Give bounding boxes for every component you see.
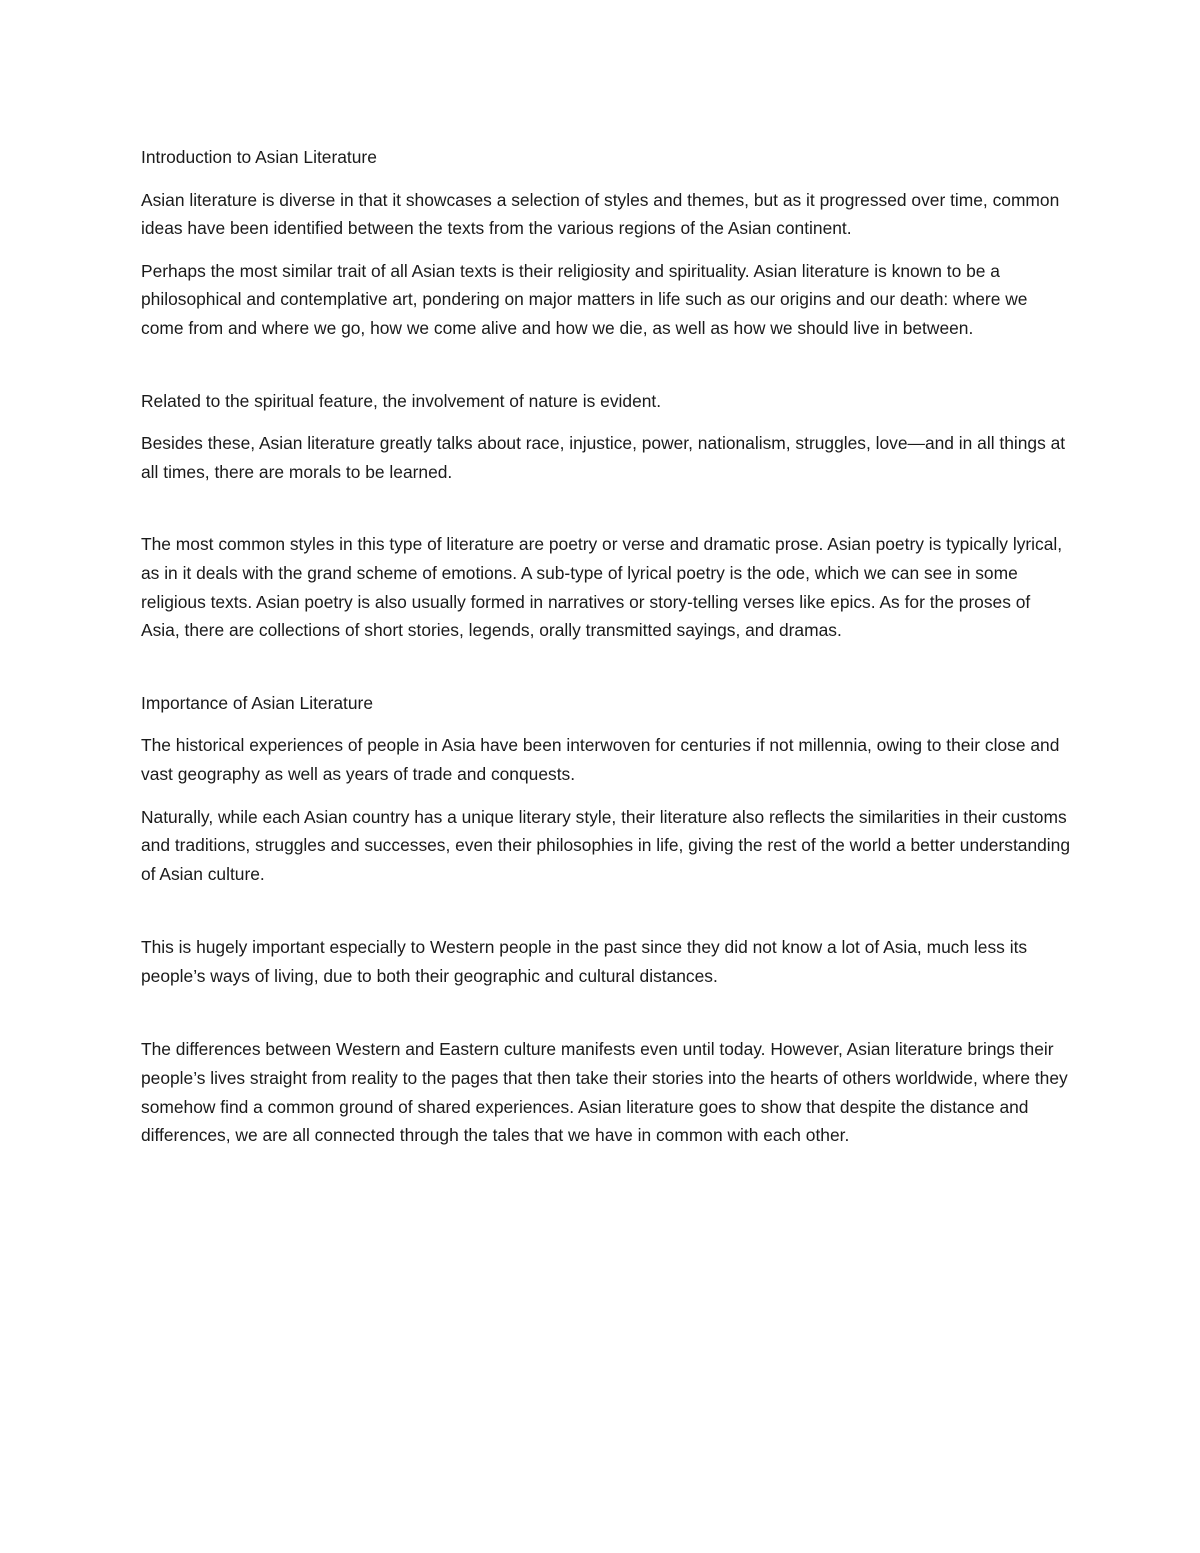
paragraph-themes: Besides these, Asian literature greatly talks about race, injustice, power, nationalism, struggles, love—and in all things at all times, there are morals to be learned. [141, 433, 1066, 482]
heading-importance: Importance of Asian Literature [141, 692, 374, 713]
paragraph-nature: Related to the spiritual feature, the involvement of nature is evident. [141, 390, 662, 411]
paragraph-western: This is hugely important especially to Western people in the past since they did not know a lot of Asia, much less its people’s ways of living, due to both their geographic and cultural distances. [141, 937, 1028, 986]
paragraph-diversity: Asian literature is diverse in that it showcases a selection of styles and themes, but as it progressed over time, common ideas have been identified between the texts from the various regions of the Asian continent. [141, 189, 1060, 239]
paragraph-history: The historical experiences of people in Asia have been interwoven for centuries if not millennia, owing to their close and vast geography as well as years of trade and conquests. [141, 735, 1060, 784]
heading-introduction: Introduction to Asian Literature [141, 147, 377, 167]
paragraph-connection: The differences between Western and Eastern culture manifests even until today. However, Asian literature brings their people’s lives straight from reality to the pages that then take their stories into the hearts of others worldwide, where they somehow find a common ground of shared experiences. Asian literature goes to show that despite the distance and differences, we are all connected through the tales that we have in common with each other. [141, 1039, 1068, 1146]
paragraph-styles: The most common styles in this type of literature are poetry or verse and dramatic prose. Asian poetry is typically lyrical, as in it deals with the grand scheme of emotions. A sub-type of lyrical poetry is the ode, which we can see in some religious texts. Asian poetry is also usually formed in narratives or story-telling verses like epics. As for the proses of Asia, there are collections of short stories, legends, orally transmitted sayings, and dramas. [141, 534, 1063, 641]
document-page [141, 143, 1071, 1164]
paragraph-similarities: Naturally, while each Asian country has a unique literary style, their literature also reflects the similarities in their customs and traditions, struggles and successes, even their philosophies in life, giving the rest of the world a better understanding of Asian culture. [141, 806, 1071, 884]
paragraph-religiosity: Perhaps the most similar trait of all Asian texts is their religiosity and spirituality. Asian literature is known to be a philosophical and contemplative art, pondering on major matters in life such as our origins and our death: where we come from and where we go, how we come alive and how we die, as well as how we should live in between. [141, 260, 1028, 338]
